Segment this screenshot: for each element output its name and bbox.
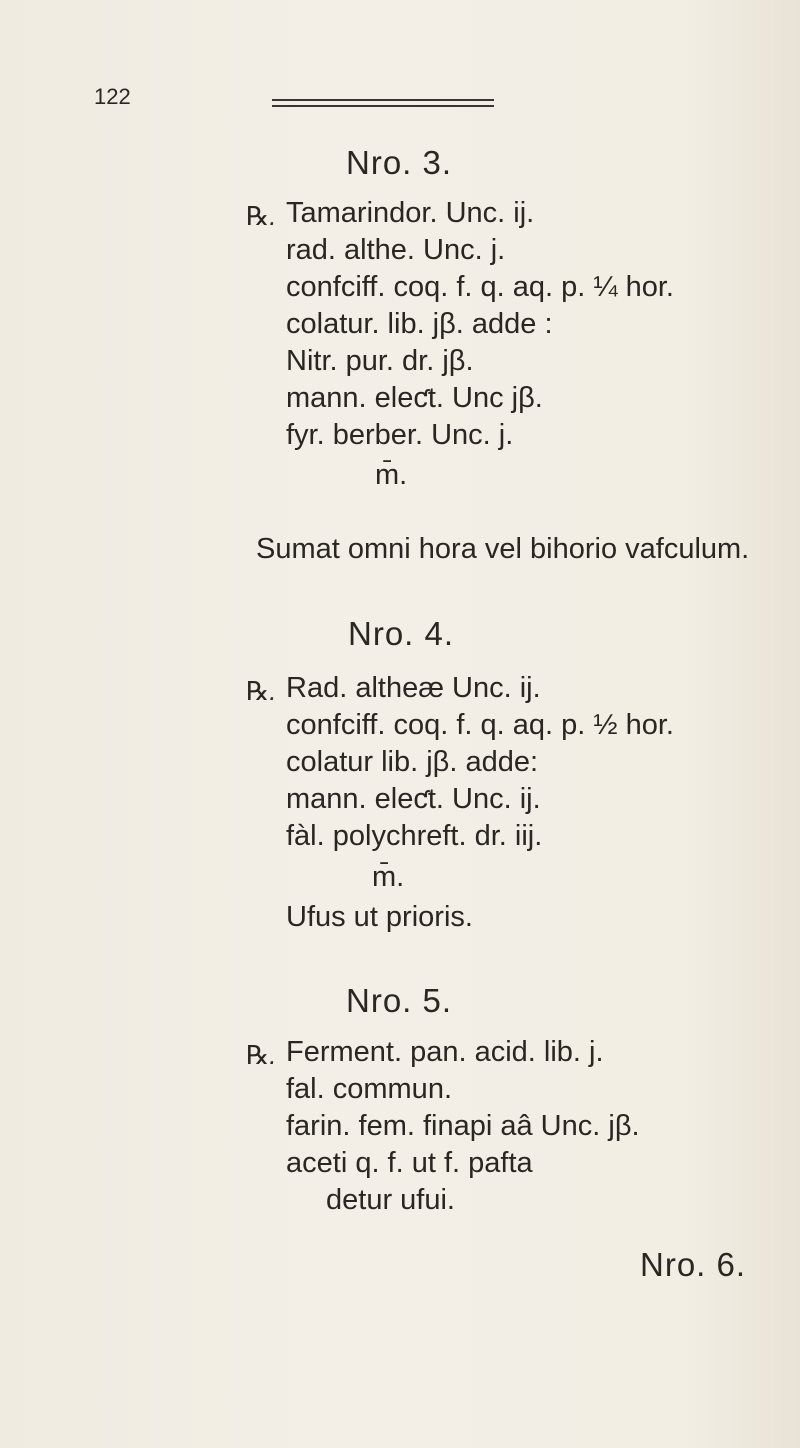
recipe-line: confciff. coq. f. q. aq. p. ½ hor.	[286, 709, 674, 741]
section-heading: Nro. 5.	[346, 982, 453, 1019]
header-rule	[272, 99, 494, 101]
recipe-line: colatur. lib. jβ. adde :	[286, 308, 553, 340]
catchword: Nro. 6.	[640, 1246, 747, 1283]
section-heading: Nro. 4.	[348, 615, 455, 652]
recipe-line: detur ufui.	[326, 1184, 455, 1216]
misce-mark: m̄.	[375, 459, 408, 491]
recipe-line: fal. commun.	[286, 1073, 452, 1105]
instruction-line: Ufus ut prioris.	[286, 901, 473, 933]
recipe-line: Tamarindor. Unc. ij.	[286, 197, 535, 229]
misce-mark: m̄.	[372, 861, 405, 893]
section-heading: Nro. 3.	[346, 144, 453, 181]
recipe-line: farin. fem. finapi aâ Unc. jβ.	[286, 1110, 640, 1142]
instruction-line: Sumat omni hora vel bihorio vafculum.	[256, 533, 750, 565]
recipe-symbol: ℞.	[246, 1040, 277, 1070]
recipe-line: fyr. berber. Unc. j.	[286, 419, 514, 451]
page-number: 122	[94, 84, 131, 109]
header-rule	[272, 105, 494, 107]
recipe-line: Nitr. pur. dr. jβ.	[286, 345, 474, 377]
recipe-line: colatur lib. jβ. adde:	[286, 746, 539, 778]
recipe-line: Rad. altheæ Unc. ij.	[286, 672, 541, 704]
recipe-line: mann. eleƈt. Unc jβ.	[286, 382, 543, 414]
recipe-line: rad. althe. Unc. j.	[286, 234, 506, 266]
recipe-symbol: ℞.	[246, 201, 277, 231]
recipe-line: fàl. polychreft. dr. iij.	[286, 820, 543, 852]
recipe-line: mann. eleƈt. Unc. ij.	[286, 783, 541, 815]
recipe-symbol: ℞.	[246, 676, 277, 706]
recipe-line: Ferment. pan. acid. lib. j.	[286, 1036, 604, 1068]
recipe-line: aceti q. f. ut f. pafta	[286, 1147, 533, 1179]
recipe-line: confciff. coq. f. q. aq. p. ¼ hor.	[286, 271, 674, 303]
